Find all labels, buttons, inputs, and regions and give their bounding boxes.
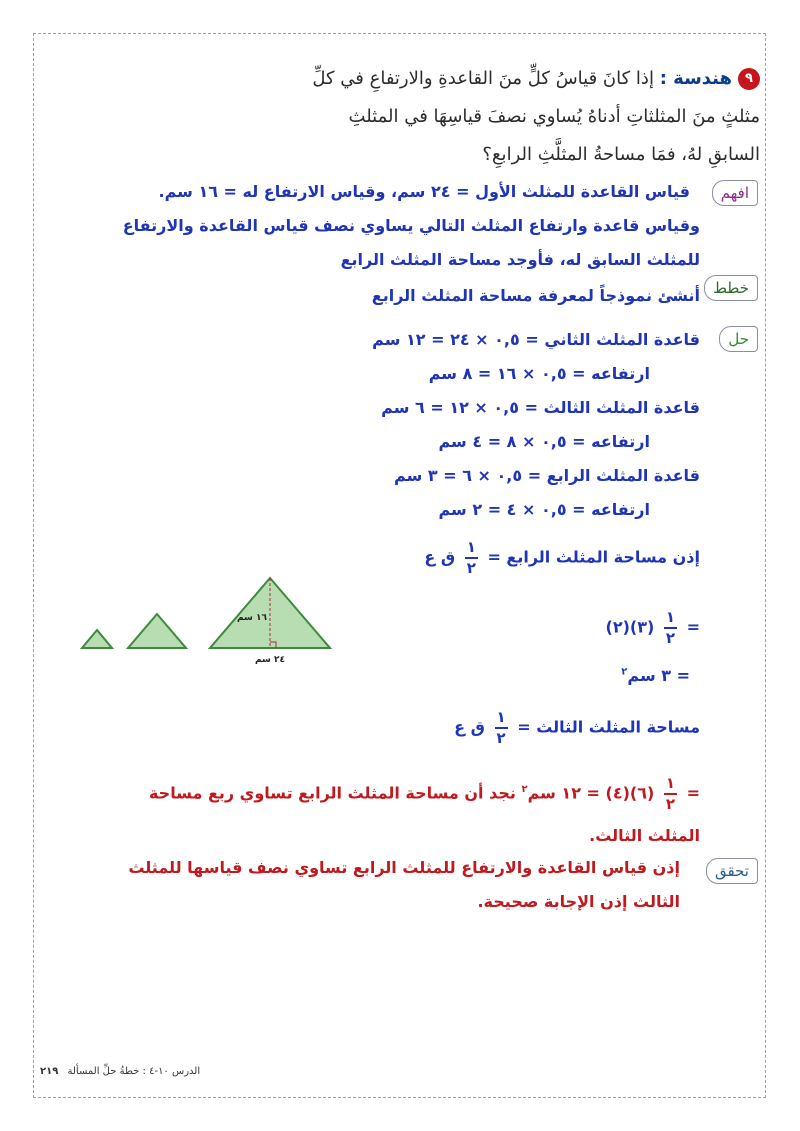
solve-line-3: قاعدة المثلث الثالث = ٠,٥ × ١٢ = ٦ سم — [381, 398, 700, 417]
fraction-numerator: ١ — [664, 610, 677, 629]
plan-line: أنشئ نموذجاً لمعرفة مساحة المثلث الرابع — [371, 286, 700, 305]
footer-lesson: الدرس ١٠-٤ : خطةُ حلِّ المسألة — [67, 1066, 201, 1077]
understand-line-1: قياس القاعدة للمثلث الأول = ٢٤ سم، وقياس الارتفاع له = ١٦ سم. — [158, 182, 690, 201]
triangles-figure — [70, 560, 370, 670]
problem-line-1: إذا كانَ قياسُ كلٍّ منَ القاعدةِ والارتفاعِ في كلِّ — [312, 68, 654, 89]
tag-plan: خطط — [704, 275, 758, 301]
area4-step1-fraction — [664, 610, 677, 646]
area3-result-fraction — [664, 776, 677, 812]
area4-step2-text: = ٣ سم — [627, 666, 690, 685]
area3-conclusion: نجد أن مساحة المثلث الرابع تساوي ربع مساحة — [148, 783, 516, 803]
footer — [40, 1066, 200, 1077]
problem-line-2: مثلثٍ منَ المثلثاتِ أدناهُ يُساوي نصفَ قياسِهَا في المثلثِ — [348, 106, 760, 127]
area3-suffix: ق ع — [454, 717, 485, 737]
triangle-third — [128, 614, 186, 648]
check-line-1: إذن قياس القاعدة والارتفاع للمثلث الرابع تساوي نصف قياسها للمثلث — [128, 858, 680, 877]
fraction-denominator: ٢ — [665, 795, 676, 813]
solve-line-2: ارتفاعه = ٠,٥ × ١٦ = ٨ سم — [428, 364, 650, 383]
equals-sign: = — [686, 783, 700, 803]
tag-solve: حل — [719, 326, 758, 352]
area4-fraction — [465, 540, 478, 576]
understand-line-3: للمثلث السابق له، فأوجد مساحة المثلث الرابع — [340, 250, 700, 269]
solve-line-1: قاعدة المثلث الثاني = ٠,٥ × ٢٤ = ١٢ سم — [372, 330, 700, 349]
page-number: ٢١٩ — [40, 1066, 59, 1077]
triangle-fourth — [82, 630, 112, 648]
area3-values: (٦)(٤) = ١٢ سم — [527, 783, 655, 803]
equals-sign: = — [686, 617, 700, 637]
solve-line-6: ارتفاعه = ٠,٥ × ٤ = ٢ سم — [438, 500, 650, 519]
area3-prefix: مساحة المثلث الثالث = — [517, 717, 700, 737]
area4-formula — [424, 540, 700, 576]
question-number: ٩ — [738, 68, 760, 90]
fraction-numerator: ١ — [664, 776, 677, 795]
tag-understand: افهم — [712, 180, 758, 206]
area4-suffix: ق ع — [424, 547, 456, 567]
area4-step1-values: (٣)(٢) — [605, 617, 655, 637]
fraction-numerator: ١ — [465, 540, 478, 559]
area4-prefix: إذن مساحة المثلث الرابع = — [487, 547, 700, 567]
fraction-denominator: ٢ — [665, 629, 676, 647]
area4-step2: = ٣ سم$^٢$ — [621, 666, 690, 685]
tag-check: تحقق — [706, 858, 758, 884]
area3-fraction — [495, 710, 508, 746]
height-label: ١٦ سم — [236, 613, 268, 623]
area3-result: = $\frac{١}{٢}$ (٦)(٤) = ١٢ سم$^٢$ نجد أن مساحة المثلث الرابع تساوي ربع مساحة — [148, 774, 700, 813]
check-line-2: الثالث إذن الإجابة صحيحة. — [477, 892, 680, 911]
solve-line-5: قاعدة المثلث الرابع = ٠,٥ × ٦ = ٣ سم — [394, 466, 700, 485]
fraction-denominator: ٢ — [466, 559, 476, 577]
solve-line-4: ارتفاعه = ٠,٥ × ٨ = ٤ سم — [438, 432, 650, 451]
fraction-denominator: ٢ — [496, 729, 506, 747]
problem-statement — [200, 60, 760, 174]
area3-formula — [454, 710, 700, 746]
area4-step1 — [606, 610, 701, 646]
fraction-numerator: ١ — [495, 710, 508, 729]
area3-conclusion-2: المثلث الثالث. — [589, 826, 700, 845]
problem-topic: هندسة : — [659, 68, 732, 89]
understand-line-2: وقياس قاعدة وارتفاع المثلث التالي يساوي نصف قياس القاعدة والارتفاع — [122, 216, 700, 235]
base-label: ٢٤ سم — [254, 655, 286, 665]
problem-line-3: السابقِ لهُ، فمَا مساحةُ المثلَّثِ الرابعِ؟ — [482, 144, 760, 165]
